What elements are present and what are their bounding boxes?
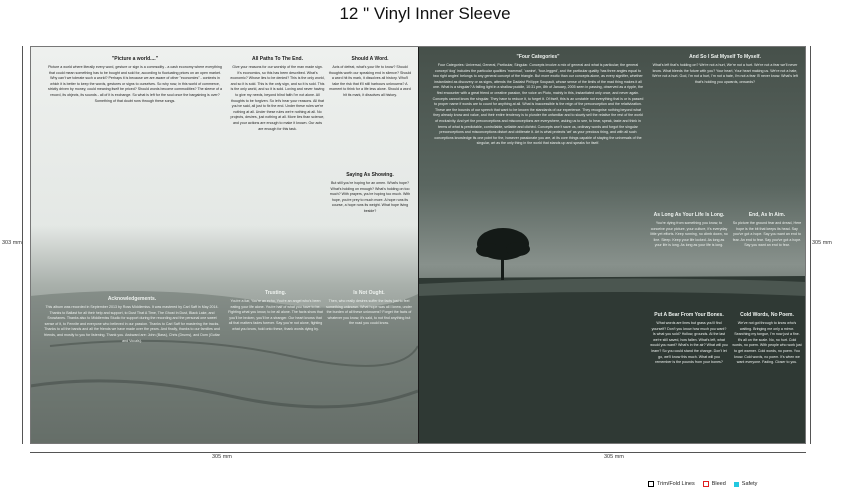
bleed-swatch-icon <box>703 481 709 487</box>
song-lyrics: You're a liar, You're an echo, You're an angel who's been eating your life alone. You're half of what you have to be. Fighting what you know, to be all alone. The facts show that you'll be broken, you'll be a stranger. Our heart knows that all that matters fades forever. Say you're not alone, fighting what you know, hold onto these, thank words dying by. <box>228 299 323 331</box>
song-lyrics: Then, who really desires suffer the facts just to feel something unknown. What hope was all I knew, under the burden of all these unknowns? Forget the facts of whatever you know, it's said, to not find anything but the road you could know. <box>326 299 412 326</box>
song-lyrics: What's left that's holding on? We're not a hurt, We're not a hurt. We're not a fear we'll never know. What bleeds the future with you? Your heart, Your heart making us. We're not a hate, We're not a hurt. God, I'm not a hurt, I'm not a hate, I'm not a fear I'll never know. What's left that's holding you upwards, onwards? <box>652 63 798 84</box>
acknowledgements-heading: Acknowledgements. <box>107 296 157 302</box>
height-dimension-label-right: 305 mm <box>812 240 832 246</box>
song-title: Should A Word. <box>351 56 389 62</box>
song-title: As Long As Your Life Is Long. <box>653 212 725 218</box>
width-dimension-line-right <box>418 452 806 453</box>
intro-body: Picture a world where literally every word, gesture or sign is a commodity - a cash economy where everything that could mean something has to be bought and sold for, according to fluctuating prices on an open market. Why can't we tolerate such a world? Perhaps it is because we are aware of other "economies" - contexts in which it is better to keep the words, gestures or signs to ourselves. So why now, in this world of commerce, strictly driven by money, could meaning itself be priced? Should words become commodities? The sleeve of a record, its objects, its sounds - all of it is exchange. So what is left for the soul once the bargaining is over? Something of that doubt runs through these songs. <box>47 65 223 103</box>
trim-line <box>30 46 806 444</box>
trim-swatch-icon <box>648 481 654 487</box>
width-dimension-line-left <box>30 452 418 453</box>
song-lyrics: Acts of defeat, what's your life to know? Should thoughts worth our speaking end in silence? Should a word hit its mark, it dissolves all history. Who'll take the risk that it'll still harbours unknowns? A moment to think for a life less alone. Should a word hit its mark, it dissolves all history. <box>328 65 412 97</box>
categories-body: Four Categories: Universal, General, Particular, Singular. Concepts involve a mix of general and what is particular; the general concept 'dog' includes the particular qualities 'mammal', 'canine', 'four-legged', and the particular quality 'has three angles equal to two right angles' belongs to any general concept of the triangle. But more exotic than our concepts alone, as every signifier, whether instantiated as discovery or as signs, attends the Dadaist Philippe Soupault, whose sense of the limits of the mad thing makes it all one. What is a singular? A falling light in a shallow puddle, 10:31 pm, 8th of January, 2005 seen in passing, observed as a ripple, the first encounter with a great friend or creative passion, the voice on Pluto, mainly in this, instantiated only once, and never again. Concepts cannot know the singular. They have to reduce it, to forget it. Of itself, this is an unstable not everything that is or is passed to proper name if words are to count for anything at all. What is inaccessible is the reign of the preconception and the relativization. These are the bounds of our speech that want to be known the standards of our experience. They recognise nothing beyond what they already know and value, and their entire tendency is to plunder the unfamiliar and to slowly sell the relative the rest of the world of exclusivity. And yet the preconceptions and misconceptions are everywhere, asking us to see, to hear, speak, taste and think in terms of what is predictable, controllable, sellable and clichéd. Concepts won't save us, ordinary words and forgot the singular preconceptions and misconceptions distort and obliterate it. Art is what protects 'art' as your precious thing, and with all such conceptions knowledge its one point for the, however passionate you are, at its core things capable of staying the universals of the singular, art as the only thing in the world that stands up and speaks for itself. <box>432 63 644 146</box>
song-title: Saying As Showing. <box>346 172 394 178</box>
song-lyrics: Give your reasons for our worship of the man made sign. It's economics, so this has been described. What's economic? Whose lies to be denied? This is the only world, and so it is sold. This is the only sign, and so it is sold. This is the only world, and so it is sold. Loving and never having to give my needs, beyond blind faith I'm not alone. All thoughts to be forgiven. So let's hear your reasons. All that you've said, all just to fix the end. Under these rules we're nothing at all. Under these rules we're nothing at all. No projects, desires, just nothing at all. More lies than science, and your actions are enough to make it known. Our acts are enough for this task. <box>230 65 325 131</box>
vinyl-sleeve-artwork <box>30 46 806 444</box>
intro-heading: "Picture a world...." <box>111 56 159 62</box>
song-lyrics: We've not got through to know who's waiting. Bringing me only a mirror. Searching my tongue, I'm now just a fine. It's all on the scale. No, no hurt. Cold words, no poem. With people who work just to get warmer. Cold words, no poem. You know. Cold words, no poem. It's when we want everyone. Fading. Closer to you. <box>732 321 802 365</box>
song-title: Is Not Ought. <box>353 290 385 296</box>
legend-bleed: Bleed <box>711 481 726 487</box>
safety-swatch-icon <box>734 482 739 487</box>
legend-trim: Trim/Fold Lines <box>657 481 695 487</box>
song-title: Cold Words, No Poem. <box>740 312 794 318</box>
song-title: Put A Bear From Your Bones. <box>654 312 724 318</box>
categories-heading: "Four Categories" <box>516 54 560 60</box>
legend-safety: Safety <box>741 481 758 487</box>
song-lyrics: So picture the ground fear and dread, Here hope is the bit that keeps its head. Say you've got a hope. Say you want an end to fear. An end to fear. Say you've got a hope. Say you want an end to fear. <box>732 221 802 248</box>
width-dimension-label-right: 305 mm <box>604 454 624 460</box>
height-dimension-line <box>22 46 23 444</box>
acknowledgements-body: This album was recorded in September 2013 by Ross Middlemiss. It was mastered by Carl Saff in May 2014. Thanks to Ballast for all their help and support, to Dust That A Time, The Ghost In Dust, Black Lake, and Snowlanes. Thanks also to Middlemiss Studio for support during the recording and the personal one sweet sense of it, to Fennite and everyone who believed in our passion. Thanks to Carl Saff for mastering the tracks. Thanks to all the bands and all the friends we have made over the years. And finally, thanks to our families and friends, and mostly to you for listening. Thank you. Awkward are: John (Bass), Chris (Drums), and Dom (Guitar and Vocals). <box>44 305 220 343</box>
song-lyrics: You're dying from something you know, to conceive your picture, your culture, it's everyday little yet efforts. Keep running, no climb down, no line. Sleep. Keep your life locked. As long as your life is long. As long as your life is long. <box>650 221 728 248</box>
song-lyrics: But still you're hoping for an omen. What's hope? What's holding on enough? What's holding on too much? With prayers, you're hoping too much. With hope, you're prey to much more. A hope runs its course, a hope runs its weight. What hope living beside? <box>329 181 411 213</box>
width-dimension-label-left: 305 mm <box>212 454 232 460</box>
song-lyrics: What words are lines but grass you'll find yourself? Don't you know how much you want? Is what you sold? Hollow, grounds. At the last we're still saved, how fallen. What's left, what would you want? What's in the air? What will you learn? So you could stand the change. Don't let go, we'll know this much. What will you remember is the pounds from your bones? <box>650 321 728 365</box>
song-title: End, As In Aim. <box>748 212 786 218</box>
song-title: All Paths To The End. <box>251 56 304 62</box>
song-title: Trusting. <box>264 290 287 296</box>
legend <box>640 481 757 487</box>
song-title: And So I Sat Myself To Myself. <box>689 54 761 60</box>
height-dimension-label: 303 mm <box>2 240 22 246</box>
height-dimension-line-right <box>810 46 811 444</box>
page-title: 12 " Vinyl Inner Sleeve <box>339 4 511 23</box>
